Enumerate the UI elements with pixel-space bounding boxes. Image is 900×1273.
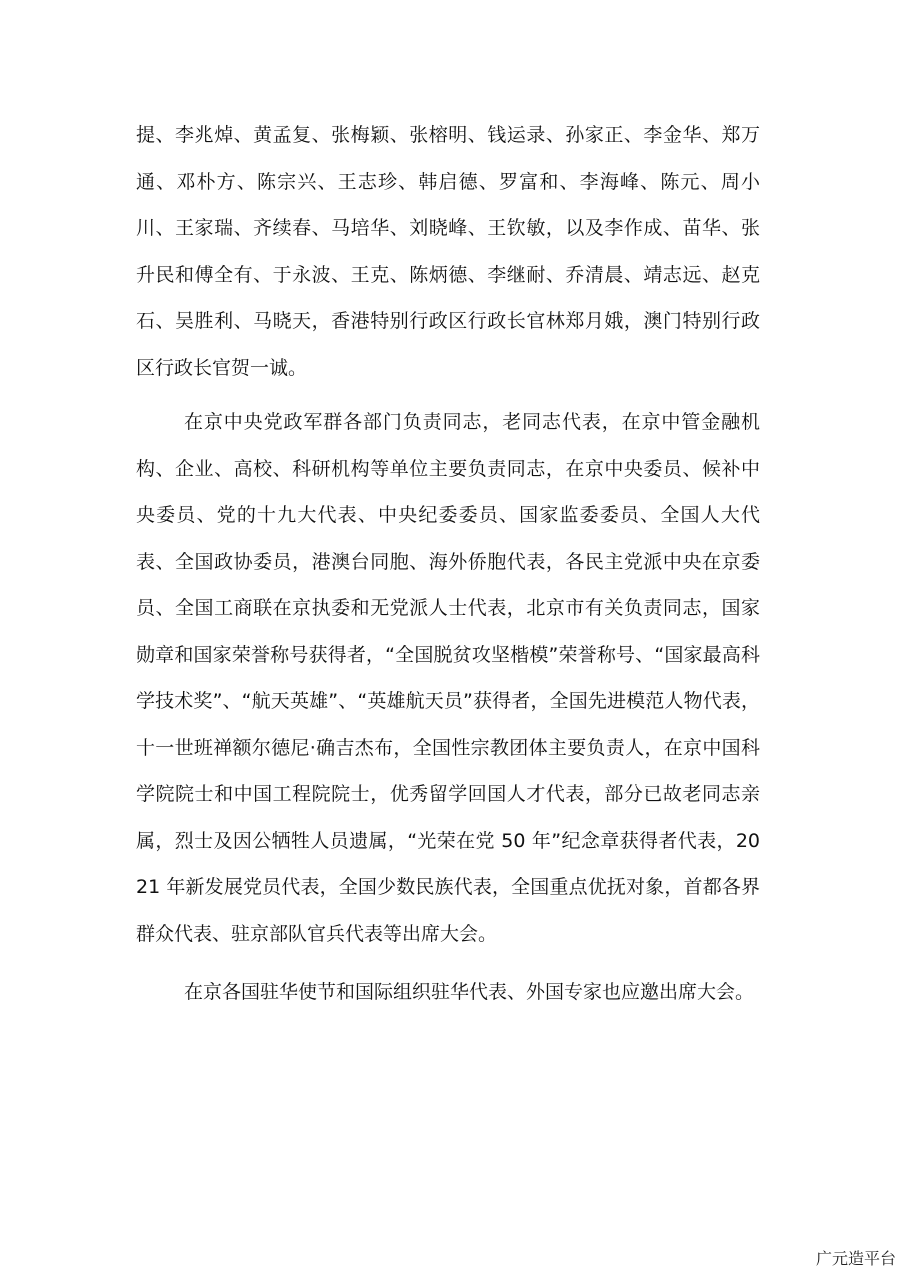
platform-watermark: 广元造平台 (815, 1249, 896, 1268)
paragraph-foreign-guests: 在京各国驻华使节和国际组织驻华代表、外国专家也应邀出席大会。 (184, 981, 755, 1003)
paragraph-attendee-representatives: 在京中央党政军群各部门负责同志，老同志代表，在京中管金融机构、企业、高校、科研机构等单位主要负责同志，在京中央委员、候补中央委员、党的十九大代表、中央纪委委员、国家监委委员、全国人大代表、全国政协委员，港澳台同胞、海外侨胞代表，各民主党派中央在京委员、全国工商联在京执委和无党派人士代表，北京市有关负责同志，国家勋章和国家荣誉称号获得者，“全国脱贫攻坚楷模”荣誉称号、“国家最高科学技术奖”、“航天英雄”、“英雄航天员”获得者，全国先进模范人物代表，十一世班禅额尔德尼·确吉杰布，全国性宗教团体主要负责人，在京中国科学院院士和中国工程院院士，优秀留学回国人才代表，部分已故老同志亲属，烈士及因公牺牲人员遗属，“光荣在党 50 年”纪念章获得者代表，2021 年新发展党员代表，全国少数民族代表，全国重点优抚对象，首都各界群众代表、驻京部队官兵代表等出席大会。 (136, 411, 760, 945)
document-body (136, 112, 760, 1016)
paragraph-attendee-leaders: 提、李兆焯、黄孟复、张梅颖、张榕明、钱运录、孙家正、李金华、郑万通、邓朴方、陈宗兴、王志珍、韩启德、罗富和、李海峰、陈元、周小川、王家瑞、齐续春、马培华、刘晓峰、王钦敏，以及李作成、苗华、张升民和傅全有、于永波、王克、陈炳德、李继耐、乔清晨、靖志远、赵克石、吴胜利、马晓天，香港特别行政区行政长官林郑月娥，澳门特别行政区行政长官贺一诚。 (136, 124, 760, 379)
